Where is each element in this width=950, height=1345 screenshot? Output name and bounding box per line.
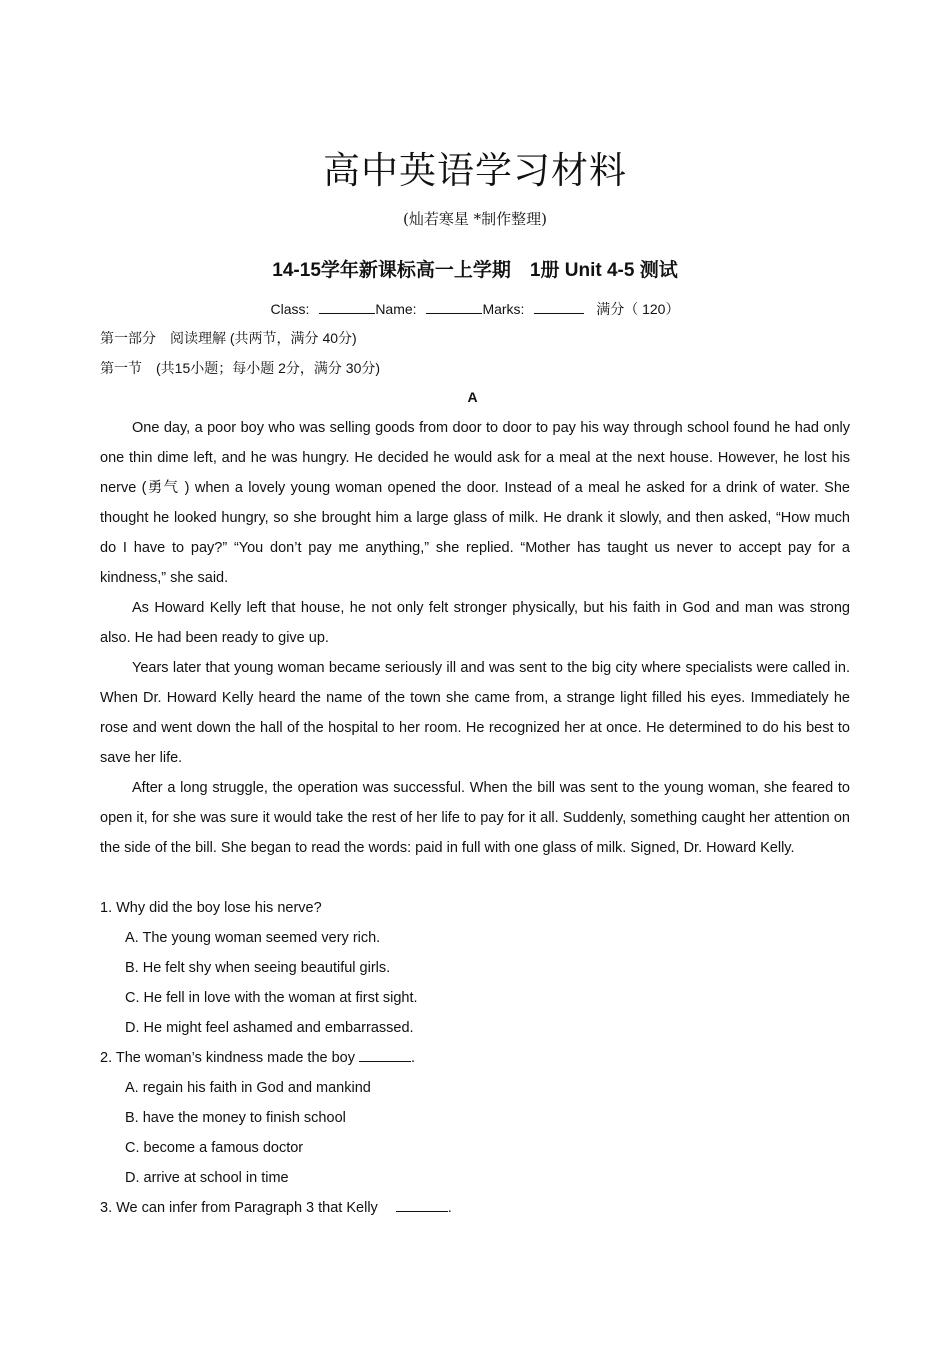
option-c[interactable]: C. He fell in love with the woman at first sight. [125, 990, 418, 1006]
passage-paragraph: After a long struggle, the operation was successful. When the bill was sent to the young woman, she feared to open it, for she was sure it would take the rest of her life to pay for it all. Suddenly, something caught her attention on the side of the bill. She began to read the words: paid in full with one glass of milk. Signed, Dr. Howard Kelly. [100, 780, 850, 856]
class-blank [319, 313, 375, 314]
page-title: 高中英语学习材料 [323, 149, 627, 192]
option-d[interactable]: D. He might feel ashamed and embarrassed. [125, 1020, 414, 1036]
option-a[interactable]: A. The young woman seemed very rich. [125, 930, 381, 946]
total-score-label: 满分（ 120） [596, 301, 680, 317]
section-one-heading: 第一节 (共15小题；每小题 2分，满分 30分) [100, 360, 381, 376]
marks-label: Marks: [482, 301, 525, 317]
part-one-heading: 第一部分 阅读理解 (共两节，满分 40分) [100, 330, 357, 346]
question-2: 2. The woman’s kindness made the boy . [100, 1050, 416, 1066]
question-list [100, 893, 850, 1223]
marks-blank [534, 313, 584, 314]
passage-label: A [467, 389, 478, 405]
option-b[interactable]: B. have the money to finish school [125, 1110, 346, 1126]
option-d[interactable]: D. arrive at school in time [125, 1170, 289, 1186]
question-1 [100, 893, 850, 923]
passage-paragraph: Years later that young woman became seriously ill and was sent to the big city where specialists were called in. When Dr. Howard Kelly heard the name of the town she came from, a strange light filled his eyes. Immediately he rose and went down the hall of the hospital to her room. He recognized her at once. He determined to do his best to save her life. [100, 660, 850, 766]
option-b[interactable]: B. He felt shy when seeing beautiful girls. [125, 960, 391, 976]
name-label: Name: [375, 301, 417, 317]
passage-paragraph: As Howard Kelly left that house, he not only felt stronger physically, but his faith in God and man was strong also. He had been ready to give up. [100, 600, 850, 646]
question-stem: 1. Why did the boy lose his nerve? [100, 900, 322, 916]
test-title: 14-15学年新课标高一上学期 1册 Unit 4-5 测试 [272, 260, 678, 281]
student-info-line [0, 299, 950, 319]
reading-passage [100, 413, 850, 863]
answer-blank[interactable] [396, 1199, 448, 1212]
page-subtitle: (灿若寒星 *制作整理) [403, 210, 547, 228]
name-blank [426, 313, 482, 314]
question-stem: 2. The woman’s kindness made the boy [100, 1050, 355, 1066]
question-3: 3. We can infer from Paragraph 3 that Kelly . [100, 1200, 452, 1216]
answer-blank[interactable] [359, 1049, 411, 1062]
passage-paragraph: One day, a poor boy who was selling goods from door to door to pay his way through school found he had only one thin dime left, and he was hungry. He decided he would ask for a meal at the next house. However, he lost his nerve (勇气 ) when a lovely young woman opened the door. Instead of a meal he asked for a drink of water. She thought he looked hungry, so she brought him a large glass of milk. He drank it slowly, and then asked, “How much do I have to pay?” “You don’t pay me anything,” she replied. “Mother has taught us never to accept pay for a kindness,” she said. [100, 420, 850, 586]
class-label: Class: [270, 301, 310, 317]
option-a[interactable]: A. regain his faith in God and mankind [125, 1080, 371, 1096]
option-c[interactable]: C. become a famous doctor [125, 1140, 304, 1156]
question-stem: 3. We can infer from Paragraph 3 that Kelly [100, 1200, 378, 1216]
